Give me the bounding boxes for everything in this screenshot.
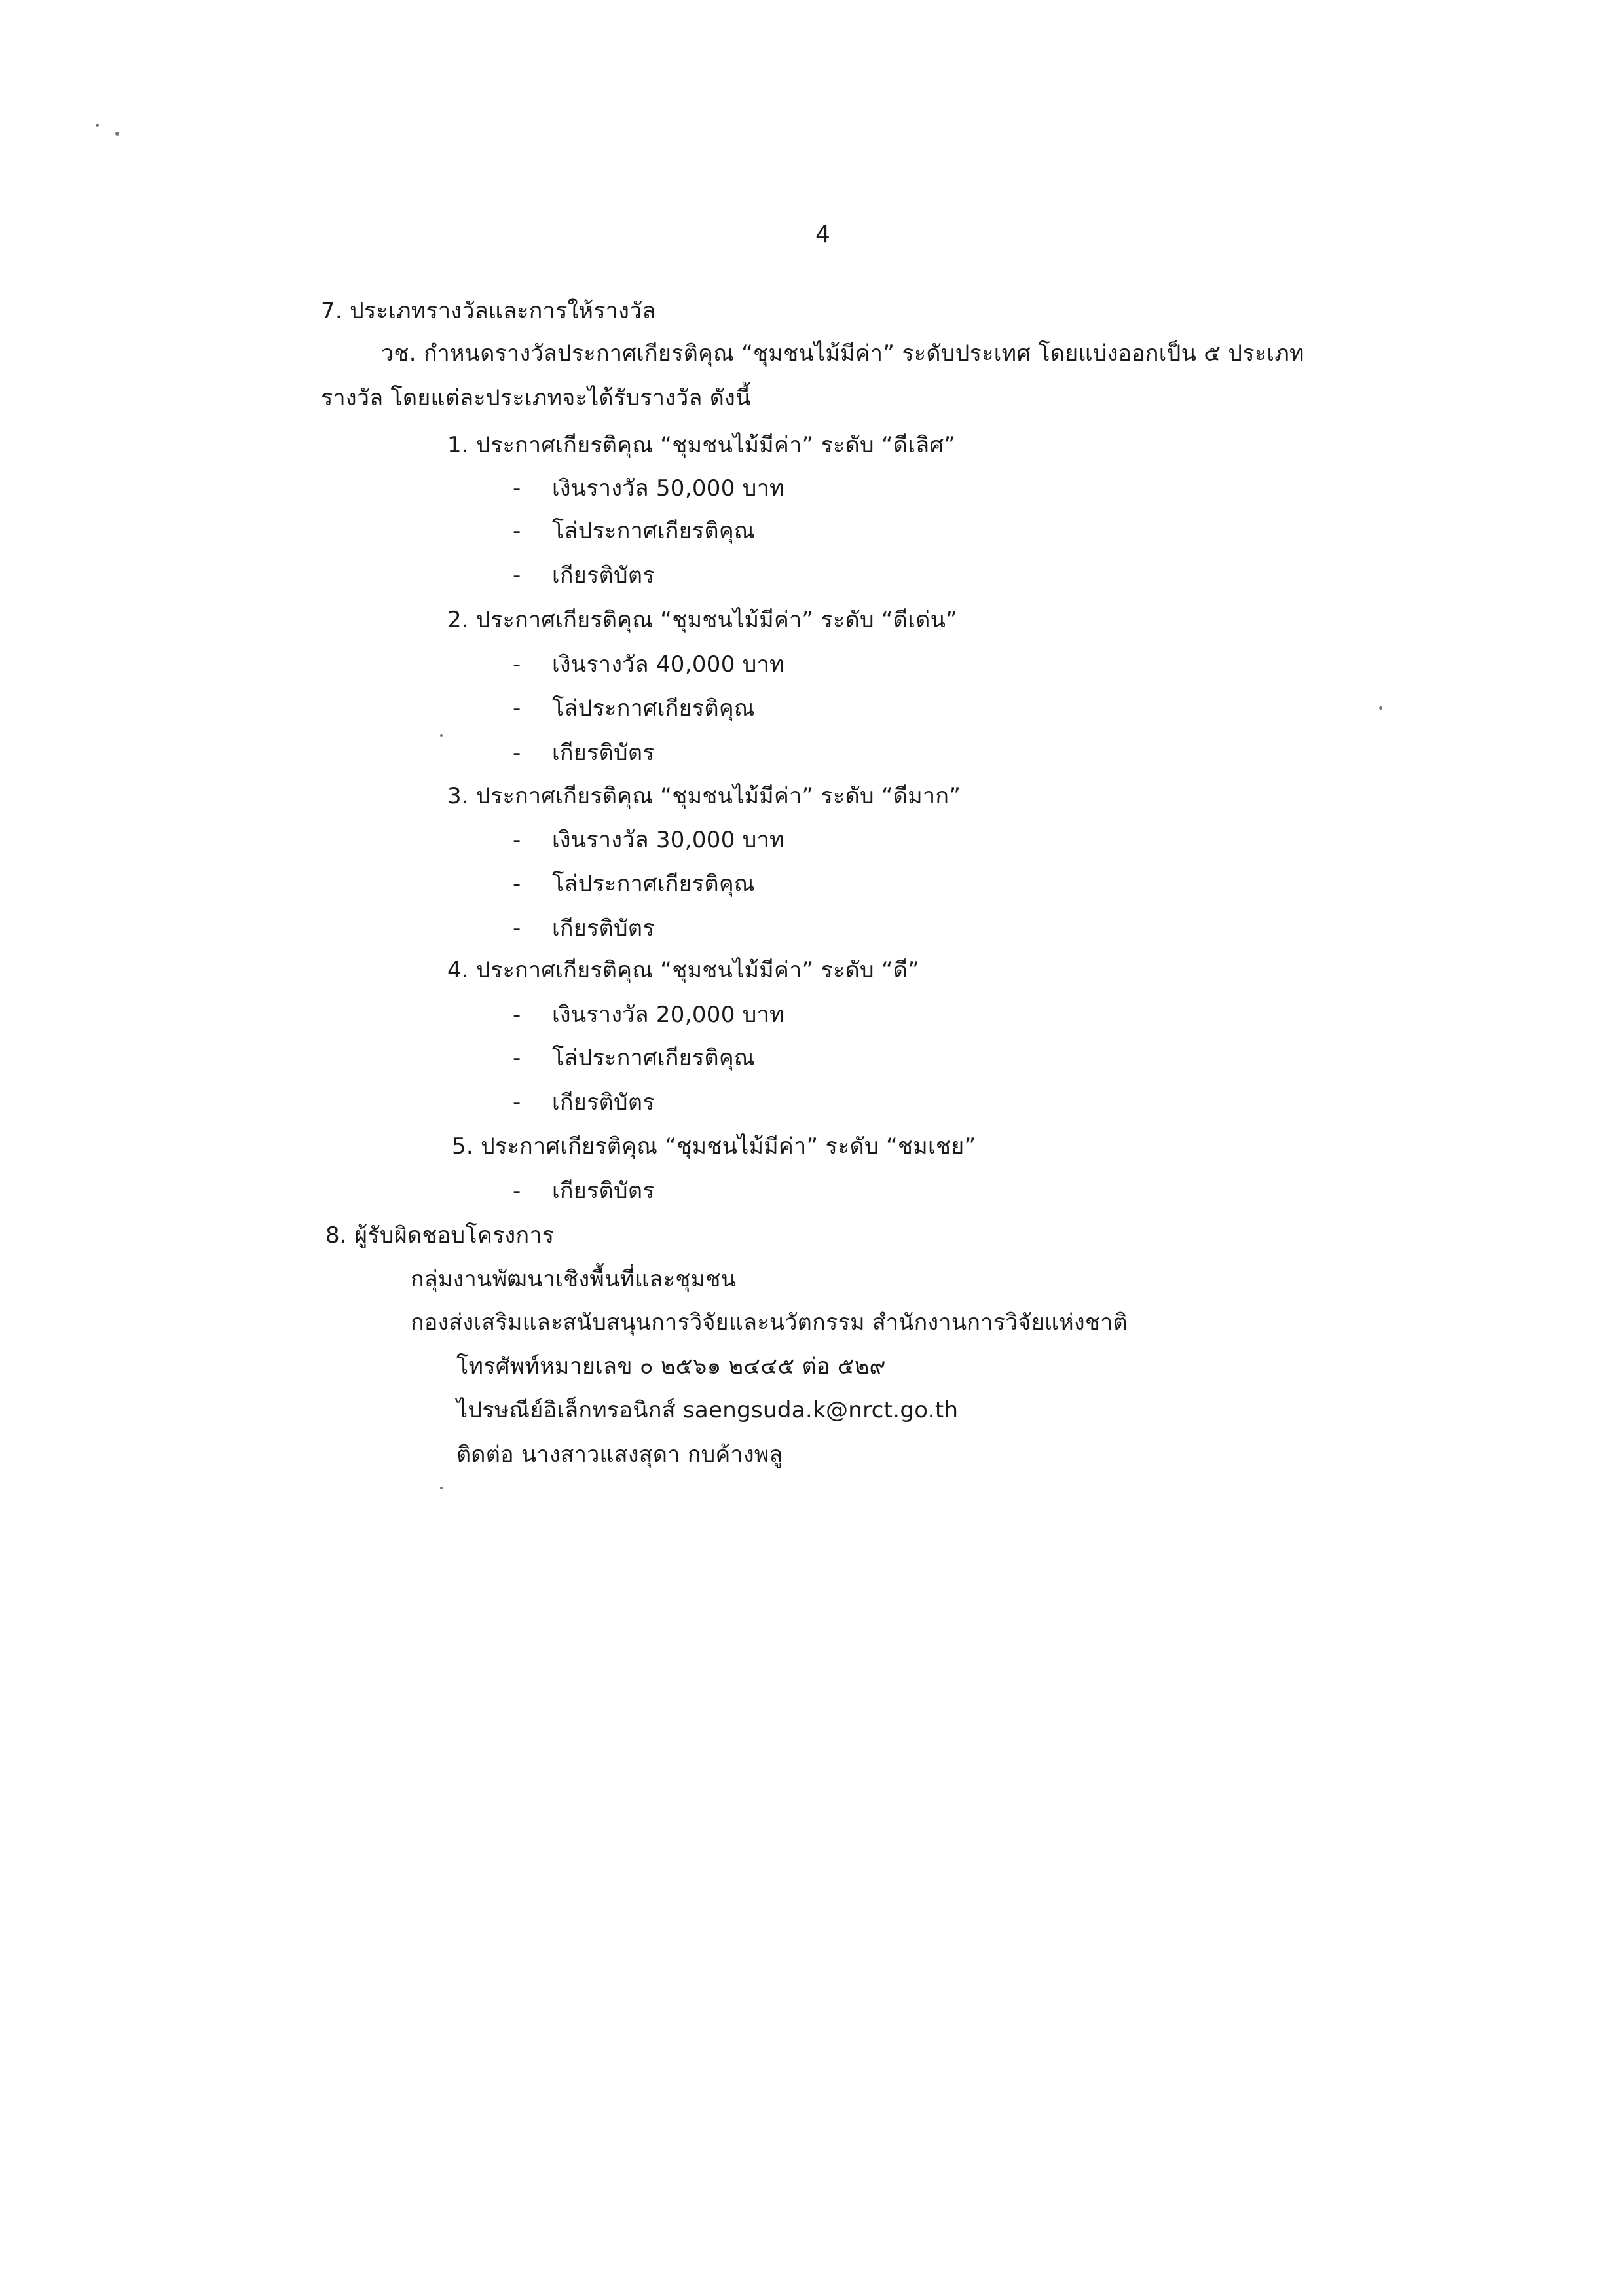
contact-email: ไปรษณีย์อิเล็กทรอนิกส์ saengsuda.k@nrct.go.th [456, 1397, 959, 1423]
award-4-title: 4. ประกาศเกียรติคุณ “ชุมชนไม้มีค่า” ระดับ “ดี” [447, 957, 920, 983]
award-3-title: 3. ประกาศเกียรติคุณ “ชุมชนไม้มีค่า” ระดับ “ดีมาก” [447, 783, 961, 809]
award-3-item-2: โล่ประกาศเกียรติคุณ [552, 871, 755, 897]
award-5-item-1: เกียรติบัตร [552, 1178, 655, 1204]
award-2-title: 2. ประกาศเกียรติคุณ “ชุมชนไม้มีค่า” ระดับ “ดีเด่น” [447, 607, 958, 633]
contact-person: ติดต่อ นางสาวแสงสุดา กบค้างพลู [456, 1442, 783, 1468]
scan-speck [440, 1487, 443, 1489]
bullet-dash: - [513, 1002, 521, 1028]
bullet-dash: - [513, 1089, 521, 1116]
award-2-item-1: เงินรางวัล 40,000 บาท [552, 651, 784, 678]
responsible-group: กลุ่มงานพัฒนาเชิงพื้นที่และชุมชน [411, 1266, 737, 1292]
scan-speck [96, 124, 99, 127]
bullet-dash: - [513, 871, 521, 897]
award-4-item-1: เงินรางวัล 20,000 บาท [552, 1002, 784, 1028]
bullet-dash: - [513, 475, 521, 501]
scan-speck [1379, 706, 1382, 710]
section-8-heading: 8. ผู้รับผิดชอบโครงการ [325, 1222, 555, 1248]
scan-speck [440, 734, 443, 737]
bullet-dash: - [513, 827, 521, 853]
responsible-division: กองส่งเสริมและสนับสนุนการวิจัยและนวัตกรรม สำนักงานการวิจัยแห่งชาติ [411, 1309, 1128, 1336]
award-4-item-3: เกียรติบัตร [552, 1089, 655, 1116]
award-4-item-2: โล่ประกาศเกียรติคุณ [552, 1045, 755, 1071]
award-3-item-1: เงินรางวัล 30,000 บาท [552, 827, 784, 853]
bullet-dash: - [513, 1178, 521, 1204]
award-1-title: 1. ประกาศเกียรติคุณ “ชุมชนไม้มีค่า” ระดับ “ดีเลิศ” [447, 432, 956, 458]
award-2-item-3: เกียรติบัตร [552, 740, 655, 766]
section-7-intro-line-2: รางวัล โดยแต่ละประเภทจะได้รับรางวัล ดังนี้ [321, 385, 751, 411]
bullet-dash: - [513, 1045, 521, 1071]
award-1-item-1: เงินรางวัล 50,000 บาท [552, 475, 784, 501]
award-1-item-3: เกียรติบัตร [552, 562, 655, 589]
bullet-dash: - [513, 740, 521, 766]
bullet-dash: - [513, 518, 521, 544]
award-3-item-3: เกียรติบัตร [552, 915, 655, 941]
bullet-dash: - [513, 915, 521, 941]
award-5-title: 5. ประกาศเกียรติคุณ “ชุมชนไม้มีค่า” ระดับ “ชมเชย” [452, 1133, 976, 1159]
section-7-intro-line-1: วช. กำหนดรางวัลประกาศเกียรติคุณ “ชุมชนไม้มีค่า” ระดับประเทศ โดยแบ่งออกเป็น ๕ ประเภท [381, 340, 1304, 367]
award-1-item-2: โล่ประกาศเกียรติคุณ [552, 518, 755, 544]
award-2-item-2: โล่ประกาศเกียรติคุณ [552, 695, 755, 721]
contact-phone: โทรศัพท์หมายเลข ๐ ๒๕๖๑ ๒๔๔๕ ต่อ ๕๒๙ [456, 1353, 886, 1379]
bullet-dash: - [513, 695, 521, 721]
bullet-dash: - [513, 651, 521, 678]
scan-speck [115, 132, 119, 136]
bullet-dash: - [513, 562, 521, 589]
page-number: 4 [815, 221, 831, 248]
section-7-heading: 7. ประเภทรางวัลและการให้รางวัล [321, 298, 656, 324]
